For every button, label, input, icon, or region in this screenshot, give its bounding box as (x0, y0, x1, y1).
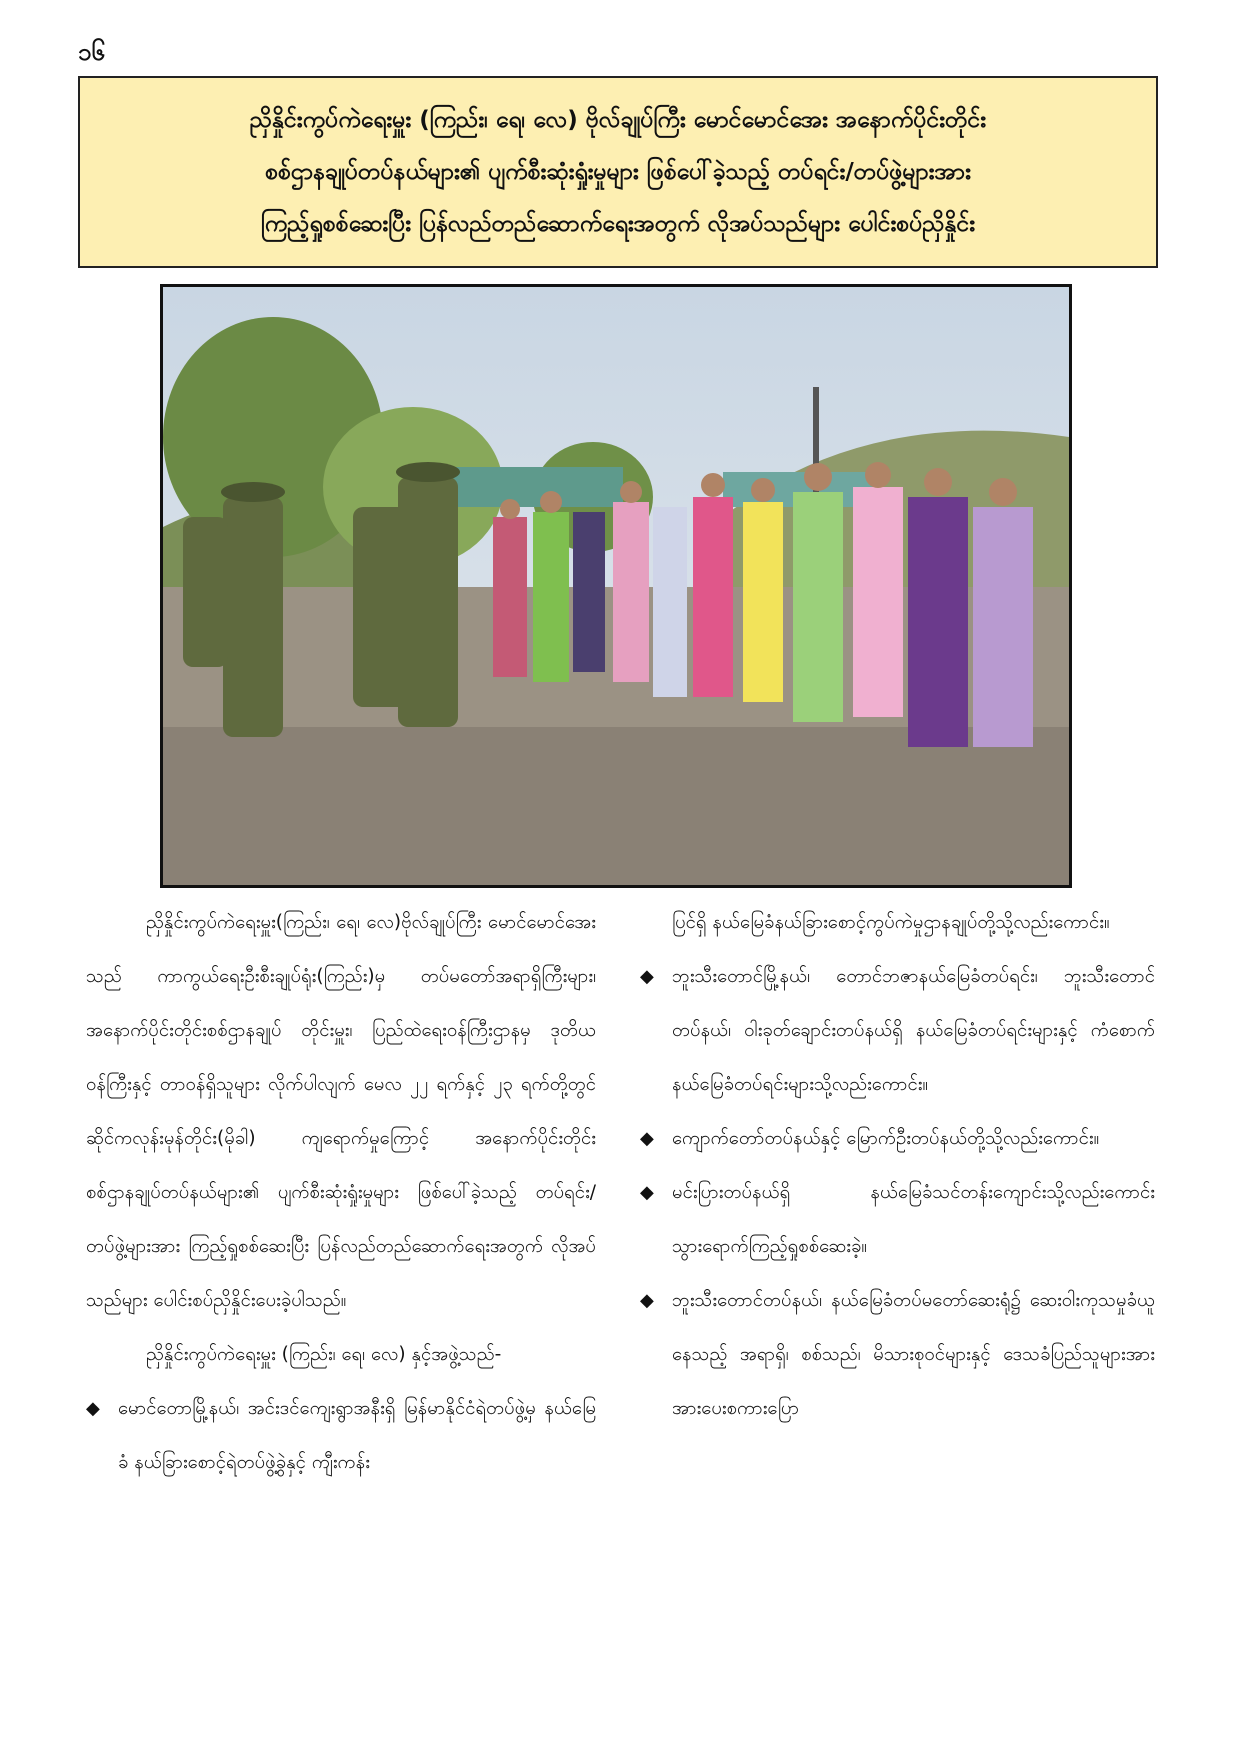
right-column (640, 896, 1155, 1436)
page-number: ၁၆ (78, 38, 105, 66)
title-box (78, 76, 1158, 268)
title-line-1: ညှိနှိုင်းကွပ်ကဲရေးမှူး (ကြည်း၊ ရေ၊ လေ) ဗိုလ်ချုပ်ကြီး မောင်မောင်အေး အနောက်ပိုင်းတိုင်း (249, 107, 987, 133)
diamond-bullet-icon: ◆ (86, 1398, 100, 1419)
diamond-bullet-icon: ◆ (640, 1182, 654, 1203)
body-paragraph-1: ညှိနှိုင်းကွပ်ကဲရေးမှူး(ကြည်း၊ ရေ၊ လေ)ဗိုလ်ချုပ်ကြီး မောင်မောင်အေးသည် ကာကွယ်ရေးဦးစီးချုပ်ရုံး(ကြည်း)မှ တပ်မတော်အရာရှိကြီးများ၊ အနောက်ပိုင်းတိုင်းစစ်ဌာနချုပ် တိုင်းမှူး၊ ပြည်ထဲရေးဝန်ကြီးဌာနမှ ဒုတိယဝန်ကြီးနှင့် တာဝန်ရှိသူများ လိုက်ပါလျက် မေလ ၂၂ ရက်နှင့် ၂၃ ရက်တို့တွင် ဆိုင်ကလုန်းမုန်တိုင်း(မိုခါ) ကျရောက်မှုကြောင့် အနောက်ပိုင်းတိုင်း စစ်ဌာနချုပ်တပ်နယ်များ၏ ပျက်စီးဆုံးရှုံးမှုများ ဖြစ်ပေါ်ခဲ့သည့် တပ်ရင်း/ တပ်ဖွဲ့များအား ကြည့်ရှုစစ်ဆေးပြီး ပြန်လည်တည်ဆောက်ရေးအတွက် လိုအပ်သည်များ ပေါင်းစပ်ညှိနှိုင်းပေးခဲ့ပါသည်။ (86, 912, 596, 1311)
photo-illustration (163, 287, 1069, 885)
diamond-bullet-icon: ◆ (640, 1290, 654, 1311)
body-paragraph-2: ညှိနှိုင်းကွပ်ကဲရေးမှူး (ကြည်း၊ ရေ၊ လေ) နှင့်အဖွဲ့သည်- (146, 1344, 502, 1365)
bullet-text-4: မင်းပြားတပ်နယ်ရှိ နယ်မြေခံသင်တန်းကျောင်းသို့လည်းကောင်း သွားရောက်ကြည့်ရှုစစ်ဆေးခဲ့။ (672, 1182, 1155, 1257)
bullet-item-2 (640, 950, 1155, 1112)
left-column (86, 896, 596, 1490)
title-line-2: စစ်ဌာနချုပ်တပ်နယ်များ၏ ပျက်စီးဆုံးရှုံးမှုများ ဖြစ်ပေါ်ခဲ့သည့် တပ်ရင်း/တပ်ဖွဲ့များအား (265, 159, 971, 185)
bullet-item-3 (640, 1112, 1155, 1166)
diamond-bullet-icon: ◆ (640, 1128, 654, 1149)
bullet-item-1-continued: ပြင်ရှိ နယ်မြေခံနယ်ခြားစောင့်ကွပ်ကဲမှုဌာနချုပ်တို့သို့လည်းကောင်း။ (672, 912, 1110, 933)
bullet-item-1 (86, 1382, 596, 1490)
diamond-bullet-icon: ◆ (640, 966, 654, 987)
news-photo (160, 284, 1072, 888)
bullet-item-5 (640, 1274, 1155, 1436)
bullet-text-2: ဘူးသီးတောင်မြို့နယ်၊ တောင်ဘဇာနယ်မြေခံတပ်ရင်း၊ ဘူးသီးတောင်တပ်နယ်၊ ဝါးခုတ်ချောင်းတပ်နယ်ရှိ နယ်မြေခံတပ်ရင်းများနှင့် ကံစောက်နယ်မြေခံတပ်ရင်းများသို့လည်းကောင်း။ (672, 966, 1155, 1095)
title-line-3: ကြည့်ရှုစစ်ဆေးပြီး ပြန်လည်တည်ဆောက်ရေးအတွက် လိုအပ်သည်များ ပေါင်းစပ်ညှိနှိုင်း (260, 211, 976, 237)
bullet-item-4 (640, 1166, 1155, 1274)
bullet-text-1: မောင်တောမြို့နယ်၊ အင်းဒင်ကျေးရွာအနီးရှိ မြန်မာနိုင်ငံရဲတပ်ဖွဲ့မှ နယ်မြေခံ နယ်ခြားစောင့်ရဲတပ်ဖွဲ့ခွဲနှင့် ကျီးကန်း (118, 1398, 596, 1473)
bullet-text-3: ကျောက်တော်တပ်နယ်နှင့် မြောက်ဦးတပ်နယ်တို့သို့လည်းကောင်း။ (672, 1128, 1100, 1149)
bullet-text-5: ဘူးသီးတောင်တပ်နယ်၊ နယ်မြေခံတပ်မတော်ဆေးရုံ၌ ဆေးဝါးကုသမှုခံယူနေသည့် အရာရှိ၊ စစ်သည်၊ မိသားစုဝင်များနှင့် ဒေသခံပြည်သူများအား အားပေးစကားပြော (672, 1290, 1155, 1419)
